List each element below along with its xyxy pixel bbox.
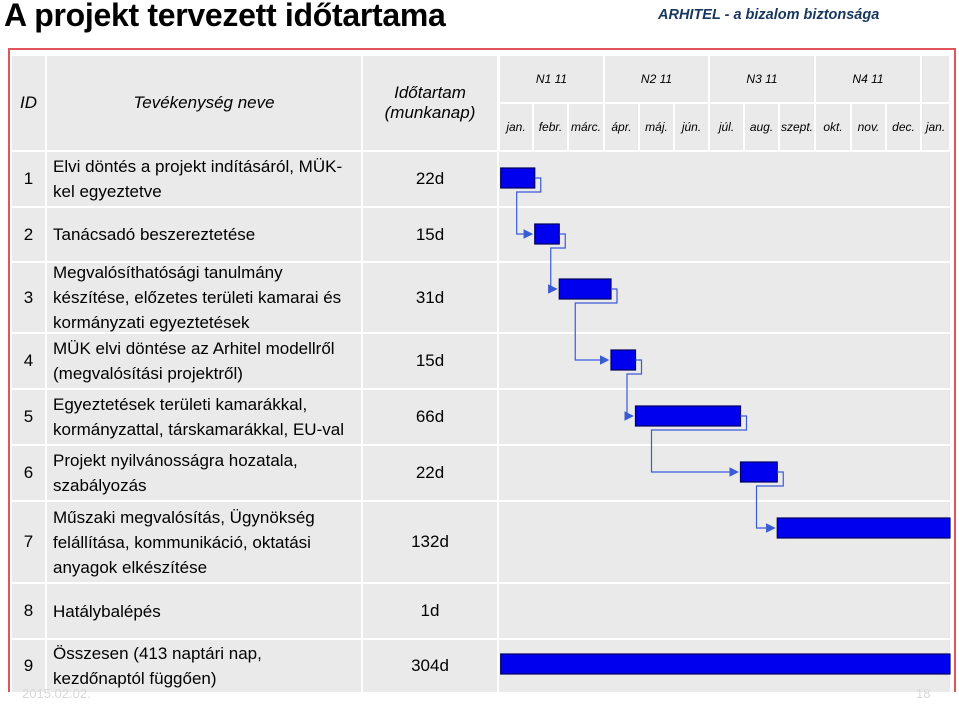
header-duration-unit: (munkanap) <box>384 103 476 122</box>
task-duration: 132d <box>411 532 449 551</box>
month-label: okt. <box>816 104 850 150</box>
month-label: júl. <box>710 104 743 150</box>
month-label: aug. <box>745 104 778 150</box>
month-label: dec. <box>887 104 920 150</box>
task-duration: 304d <box>411 656 449 675</box>
month-label: szept. <box>780 104 814 150</box>
task-id: 2 <box>23 224 34 244</box>
header-id: ID <box>20 92 37 112</box>
gantt-bar-task-2 <box>535 224 560 244</box>
task-id: 1 <box>23 169 34 188</box>
task-duration: 66d <box>415 407 445 426</box>
month-label: febr. <box>534 104 567 150</box>
gantt-bar-task-4 <box>611 350 636 370</box>
footer-date: 2015.02.02. <box>22 686 91 701</box>
month-label: ápr. <box>605 104 638 150</box>
task-id: 6 <box>23 463 34 482</box>
task-id: 9 <box>23 656 34 675</box>
gantt-bar-task-6 <box>741 462 778 482</box>
task-duration: 15d <box>415 224 445 244</box>
gantt-bar-task-3 <box>559 279 611 299</box>
task-name: Elvi döntés a projekt indításáról, MÜK-kel egyeztetve <box>53 157 343 201</box>
task-name: Megvalósíthatósági tanulmány készítése, előzetes területi kamarai és kormányzati egyeztetések <box>53 263 342 332</box>
task-name: Tanácsadó beszereztetése <box>53 225 256 244</box>
month-label: jan. <box>500 104 532 150</box>
month-label: jún. <box>675 104 708 150</box>
month-label: jan. <box>922 104 949 150</box>
footer-page-number: 18 <box>916 686 931 701</box>
task-id: 7 <box>23 532 34 551</box>
quarter-label: N1 11 <box>500 56 603 102</box>
slide-title: A projekt tervezett időtartama <box>4 0 446 33</box>
task-id: 8 <box>23 601 34 620</box>
task-id: 5 <box>23 407 34 426</box>
task-name: Összesen (413 naptári nap, kezdőnaptól függően) <box>53 644 262 688</box>
task-name: Hatálybalépés <box>53 601 161 621</box>
dependency-link-3-4 <box>575 289 617 360</box>
task-duration: 22d <box>415 169 445 188</box>
task-name: MÜK elvi döntése az Arhitel modellről (megvalósítási projektről) <box>53 339 335 383</box>
gantt-bar-task-7 <box>777 518 950 538</box>
brand-tagline: ARHITEL - a bizalom biztonsága <box>658 7 880 23</box>
month-label: márc. <box>569 104 603 150</box>
task-duration: 1d <box>420 601 440 620</box>
task-name: Egyeztetések területi kamarákkal, kormányzattal, társkamarákkal, EU-val <box>53 395 344 439</box>
quarter-label: N2 11 <box>605 56 708 102</box>
header-activity: Tevékenység neve <box>133 92 275 112</box>
task-duration: 31d <box>415 287 445 307</box>
quarter-label: N4 11 <box>816 56 920 102</box>
task-id: 4 <box>23 351 34 370</box>
gantt-bar-task-5 <box>636 406 741 426</box>
task-name: Projekt nyilvánosságra hozatala, szabályozás <box>53 451 298 495</box>
header-duration-text: Időtartam <box>394 82 466 102</box>
gantt-bar-task-1 <box>501 168 535 188</box>
task-duration: 15d <box>415 351 445 370</box>
task-id: 3 <box>23 287 34 307</box>
quarter-label: N3 11 <box>710 56 814 102</box>
gantt-bar-task-9 <box>501 654 950 674</box>
task-duration: 22d <box>415 463 445 482</box>
task-name: Műszaki megvalósítás, Ügynökség felállítása, kommunikáció, oktatási anyagok elkészítése <box>53 507 315 577</box>
month-label: máj. <box>640 104 673 150</box>
month-label: nov. <box>852 104 885 150</box>
